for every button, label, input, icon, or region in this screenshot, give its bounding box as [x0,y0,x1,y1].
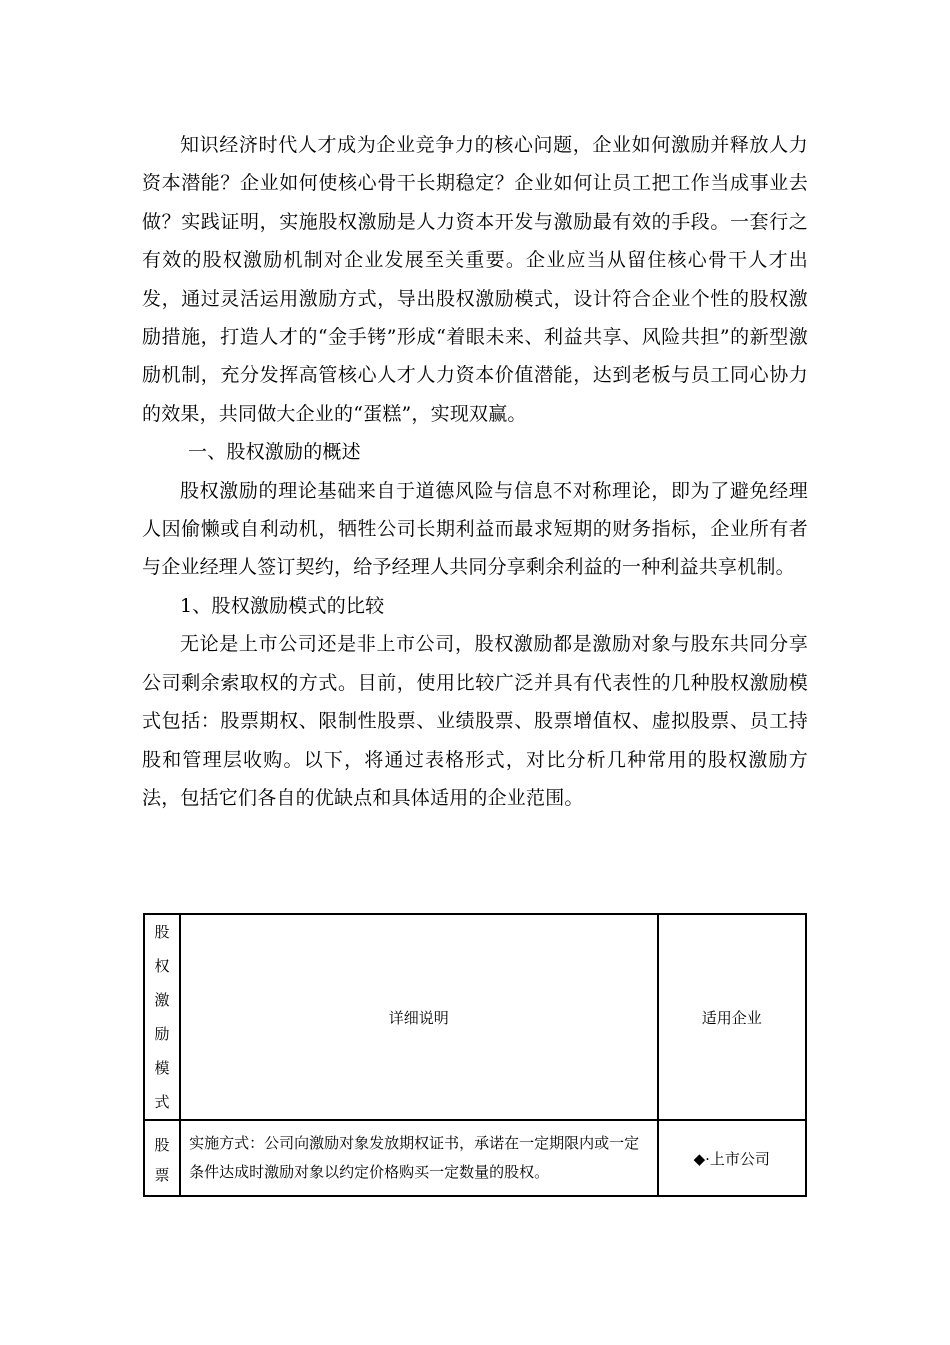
header-mode-char: 权 [154,957,170,975]
table-row [144,1120,806,1196]
section-paragraph-overview: 股权激励的理论基础来自于道德风险与信息不对称理论，即为了避免经理人因偷懒或自利动机，牺牲公司长期利益而最求短期的财务指标，企业所有者与企业经理人签订契约，给予经理人共同分享剩余利益的一种利益共享机制。 [142,479,808,579]
header-mode-char: 激 [154,991,170,1009]
header-mode-char: 模 [154,1059,170,1077]
header-mode-char: 式 [154,1093,170,1111]
intro-paragraph: 知识经济时代人才成为企业竞争力的核心问题，企业如何激励并释放人力资本潜能？企业如何使核心骨干长期稳定？企业如何让员工把工作当成事业去做？实践证明，实施股权激励是人力资本开发与激励最有效的手段。一套行之有效的股权激励机制对企业发展至关重要。企业应当从留住核心骨干人才出发，通过灵活运用激励方式，导出股权激励模式，设计符合企业个性的股权激励措施，打造人才的“金手铐”形成“着眼未来、利益共享、风险共担”的新型激励机制，充分发挥高管核心人才人力资本价值潜能，达到老板与员工同心协力的效果，共同做大企业的“蛋糕”，实现双赢。 [142,134,808,425]
header-mode-char: 励 [154,1025,170,1043]
row-description-cell: 实施方式：公司向激励对象发放期权证书，承诺在一定期限内或一定条件达成时激励对象以约定价格购买一定数量的股权。 [180,1120,657,1196]
row-mode-char: 股 [154,1136,170,1154]
header-applicable-cell: 适用企业 [658,914,806,1120]
subsection-heading-comparison: 1、股权激励模式的比较 [180,594,385,617]
row-mode-cell [144,1120,180,1196]
subsection-paragraph-comparison: 无论是上市公司还是非上市公司，股权激励都是激励对象与股东共同分享公司剩余索取权的方式。目前，使用比较广泛并具有代表性的几种股权激励模式包括：股票期权、限制性股票、业绩股票、股票增值权、虚拟股票、员工持股和管理层收购。以下，将通过表格形式，对比分析几种常用的股权激励方法，包括它们各自的优缺点和具体适用的企业范围。 [142,633,808,809]
table-header-row [144,914,806,1120]
row-applicable-cell: ◆·上市公司 [658,1120,806,1196]
document-body [142,126,808,817]
row-mode-char: 票 [154,1166,170,1184]
comparison-table [143,913,807,1197]
section-heading-overview: 一、股权激励的概述 [188,441,361,464]
header-mode-cell [144,914,180,1120]
header-description-cell: 详细说明 [180,914,657,1120]
header-mode-char: 股 [154,923,170,941]
